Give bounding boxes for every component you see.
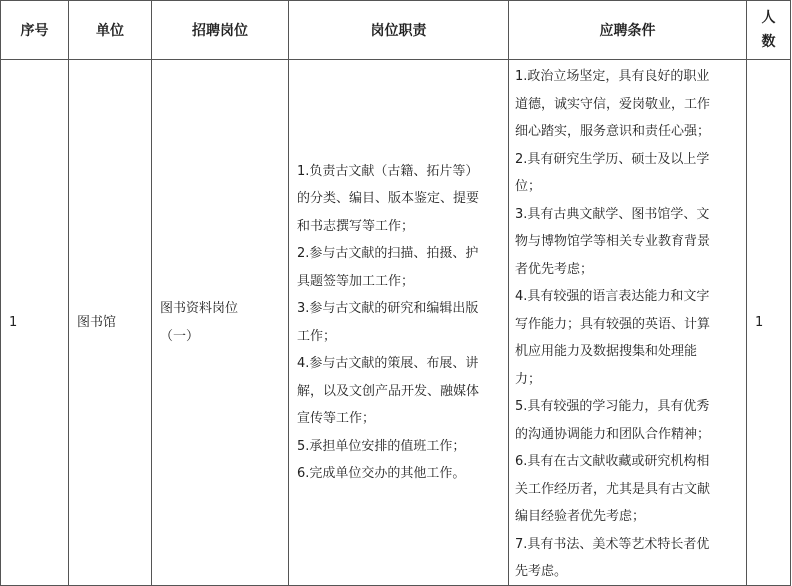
requirement-line: 关工作经历者，尤其是具有古文献: [515, 481, 711, 497]
duty-line: 解，以及文创产品开发、融媒体: [297, 383, 480, 399]
requirement-line: 5.具有较强的学习能力，具有优秀: [515, 399, 710, 414]
row-index: 1: [1, 60, 69, 586]
table-row: [1, 60, 791, 586]
header-count-line2: 数: [761, 34, 776, 50]
duty-line: 的分类、编目、版本鉴定、提要: [297, 191, 480, 206]
header-unit: 单位: [69, 1, 152, 60]
row-position-line2: （一）: [160, 328, 200, 344]
duty-line: 和书志撰写等工作；: [297, 218, 415, 234]
duty-line: 工作；: [297, 328, 337, 344]
header-requirements: 应聘条件: [509, 1, 747, 60]
requirement-line: 6.具有在古文献收藏或研究机构相: [515, 454, 710, 469]
row-position: [152, 60, 289, 586]
duties-list: [289, 158, 508, 488]
requirement-line: 道德，诚实守信，爱岗敬业，工作: [515, 96, 711, 112]
header-row: [1, 1, 791, 60]
duty-line: 6.完成单位交办的其他工作。: [297, 466, 466, 481]
requirement-line: 细心踏实，服务意识和责任心强；: [515, 124, 711, 139]
row-unit-text: 图书馆: [77, 314, 117, 330]
header-count: [747, 1, 791, 60]
duty-line: 2.参与古文献的扫描、拍摄、护: [297, 246, 479, 261]
row-unit: [69, 60, 152, 586]
requirement-line: 1.政治立场坚定，具有良好的职业: [515, 69, 710, 84]
duty-line: 具题签等加工工作；: [297, 273, 415, 289]
requirements-list: [509, 60, 746, 585]
requirement-line: 位；: [515, 179, 542, 194]
duty-line: 1.负责古文献（古籍、拓片等）: [297, 163, 479, 179]
duty-line: 宣传等工作；: [297, 411, 376, 426]
duty-line: 5.承担单位安排的值班工作；: [297, 438, 466, 454]
requirement-line: 的沟通协调能力和团队合作精神；: [515, 426, 711, 442]
requirement-line: 4.具有较强的语言表达能力和文字: [515, 289, 710, 304]
row-position-line1: 图书资料岗位: [160, 300, 239, 316]
requirement-line: 3.具有古典文献学、图书馆学、文: [515, 206, 710, 222]
row-duties: [289, 60, 509, 586]
header-position: 招聘岗位: [152, 1, 289, 60]
requirement-line: 写作能力；具有较强的英语、计算: [515, 316, 711, 332]
row-requirements: [509, 60, 747, 586]
requirement-line: 机应用能力及数据搜集和处理能: [515, 344, 698, 359]
header-count-line1: 人: [761, 10, 776, 26]
duty-line: 4.参与古文献的策展、布展、讲: [297, 356, 479, 371]
row-count: 1: [747, 60, 791, 586]
requirement-line: 先考虑。: [515, 564, 568, 579]
requirement-line: 者优先考虑；: [515, 261, 594, 277]
duty-line: 3.参与古文献的研究和编辑出版: [297, 301, 479, 316]
requirement-line: 编目经验者优先考虑；: [515, 509, 646, 524]
header-duties: 岗位职责: [289, 1, 509, 60]
header-index: 序号: [1, 1, 69, 60]
requirement-line: 物与博物馆学等相关专业教育背景: [515, 234, 711, 249]
requirement-line: 2.具有研究生学历、硕士及以上学: [515, 151, 710, 167]
requirement-line: 力；: [515, 371, 542, 387]
requirement-line: 7.具有书法、美术等艺术特长者优: [515, 536, 710, 552]
